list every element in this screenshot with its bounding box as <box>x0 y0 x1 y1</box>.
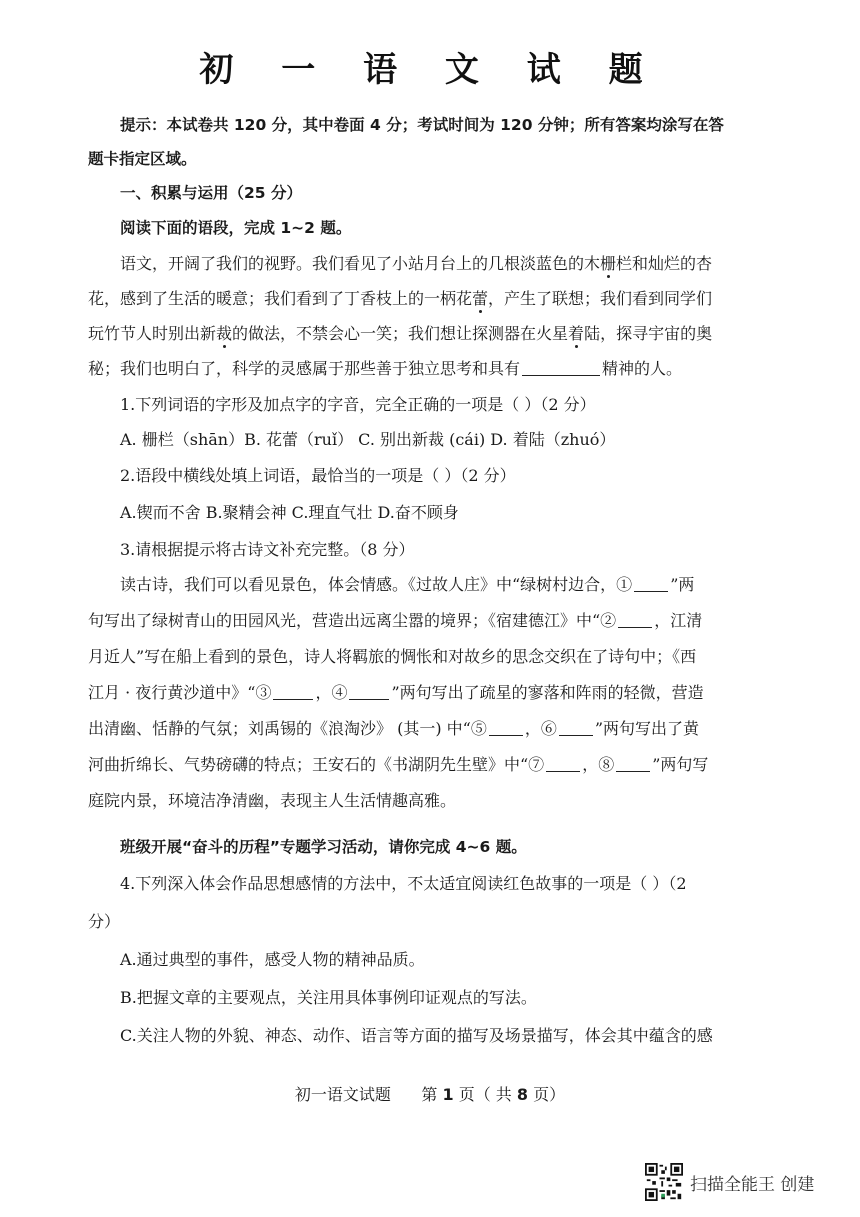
footer-page-total: 8 <box>516 1085 529 1104</box>
question-3-stem: 3.请根据提示将古诗文补充完整。（8 分） <box>120 540 415 559</box>
passage-line-2 <box>88 289 828 309</box>
footer-page-mid: 页（ 共 <box>458 1085 512 1104</box>
q3-line-2 <box>88 611 828 631</box>
q3-line-5 <box>88 719 828 739</box>
fill-blank-1 <box>634 575 668 592</box>
question-1-options: A. 栅栏（shān）B. 花蕾（ruǐ） C. 别出新裁 (cái) D. 着陆（zhuó） <box>120 430 616 449</box>
text-run: 陆，探寻宇宙的奥 <box>584 324 713 343</box>
text-run: 句写出了绿树青山的田园风光，营造出远离尘嚣的境界；《宿建德江》中“② <box>88 611 617 630</box>
fill-blank-4 <box>349 683 389 700</box>
dotted-char: 裁 <box>216 324 233 343</box>
passage-line-4 <box>88 359 828 379</box>
q3-line-1 <box>120 575 830 595</box>
scanner-watermark: 扫描全能王 创建 <box>690 1175 815 1195</box>
q3-line-6 <box>88 755 828 775</box>
text-run: ”两句写出了疏星的寥落和阵雨的轻微，营造 <box>391 683 704 702</box>
text-run: 读古诗，我们可以看见景色，体会情感。《过故人庄》中“绿树村边合，① <box>120 575 633 594</box>
question-2-options: A.锲而不舍 B.聚精会神 C.理直气壮 D.奋不顾身 <box>120 503 459 522</box>
q3-line-7: 庭院内景，环境洁净清幽，表现主人生活情趣高雅。 <box>88 791 457 810</box>
section-heading: 一、积累与运用（25 分） <box>120 184 302 202</box>
question-4-stem: 4.下列深入体会作品思想感情的方法中，不太适宜阅读红色故事的一项是（ ）（2 <box>120 874 687 893</box>
text-run: ，⑧ <box>582 755 615 774</box>
dotted-char: 着 <box>568 324 585 343</box>
fill-blank-5 <box>489 719 523 736</box>
question-4-option-a: A.通过典型的事件，感受人物的精神品质。 <box>120 950 425 969</box>
notice-line-2: 题卡指定区域。 <box>88 150 197 168</box>
footer-page-prefix: 第 <box>421 1085 438 1104</box>
question-4-option-b: B.把握文章的主要观点，关注用具体事例印证观点的写法。 <box>120 988 537 1007</box>
text-run: 江月 · 夜行黄沙道中》“③ <box>88 683 272 702</box>
fill-blank-2 <box>618 611 652 628</box>
text-run: 出清幽、恬静的气氛；刘禹锡的《浪淘沙》 (其一) 中“⑤ <box>88 719 487 738</box>
text-run: 秘；我们也明白了，科学的灵感属于那些善于独立思考和具有 <box>88 359 521 378</box>
footer-subject: 初一语文试题 <box>294 1085 391 1104</box>
passage-line-1 <box>120 254 830 274</box>
text-run: ”两句写 <box>652 755 709 774</box>
fill-blank-7 <box>546 755 580 772</box>
text-run: 精神的人。 <box>602 359 683 378</box>
text-run: ，⑥ <box>524 719 557 738</box>
text-run: 玩竹节人时别出新 <box>88 324 217 343</box>
question-4-stem-cont: 分） <box>88 912 121 931</box>
notice-line-1: 提示：本试卷共 120 分，其中卷面 4 分；考试时间为 120 分钟；所有答案均涂写在答 <box>120 116 724 134</box>
fill-blank-6 <box>559 719 593 736</box>
text-run: 河曲折绵长、气势磅礴的特点；王安石的《书湖阴先生壁》中“⑦ <box>88 755 545 774</box>
page-footer <box>0 1082 860 1105</box>
text-run: ”两 <box>670 575 695 594</box>
qr-code-icon <box>645 1163 683 1201</box>
text-run: 语文，开阔了我们的视野。我们看见了小站月台上的几根淡蓝色的木 <box>120 254 601 273</box>
text-run: ，④ <box>315 683 348 702</box>
fill-blank-3 <box>273 683 313 700</box>
dotted-char: 蕾 <box>472 289 489 308</box>
q3-line-3: 月近人”写在船上看到的景色，诗人将羁旅的惆怅和对故乡的思念交织在了诗句中；《西 <box>88 647 697 666</box>
text-run: 的做法，不禁会心一笑；我们想让探测器在火星 <box>232 324 569 343</box>
footer-page-number: 1 <box>442 1085 454 1104</box>
question-4-option-c: C.关注人物的外貌、神态、动作、语言等方面的描写及场景描写，体会其中蕴含的感 <box>120 1026 713 1045</box>
section-instruction: 阅读下面的语段，完成 1~2 题。 <box>120 219 352 237</box>
fill-blank-8 <box>616 755 650 772</box>
text-run: ，产生了联想；我们看到同学们 <box>488 289 713 308</box>
fill-blank <box>522 359 600 376</box>
passage-line-3 <box>88 324 828 344</box>
text-run: 花，感到了生活的暖意；我们看到了丁香枝上的一柄花 <box>88 289 473 308</box>
question-1-stem: 1.下列词语的字形及加点字的字音，完全正确的一项是（ ）（2 分） <box>120 395 596 414</box>
text-run: 栏和灿烂的杏 <box>616 254 713 273</box>
dotted-char: 栅 <box>600 254 617 273</box>
footer-page-suffix: 页） <box>533 1085 566 1104</box>
q3-line-4 <box>88 683 828 703</box>
text-run: ，江清 <box>654 611 703 630</box>
activity-intro: 班级开展“奋斗的历程”专题学习活动，请你完成 4~6 题。 <box>120 838 527 856</box>
page-title: 初 一 语 文 试 题 <box>199 50 661 90</box>
text-run: ”两句写出了黄 <box>594 719 700 738</box>
question-2-stem: 2.语段中横线处填上词语，最恰当的一项是（ ）（2 分） <box>120 466 516 485</box>
